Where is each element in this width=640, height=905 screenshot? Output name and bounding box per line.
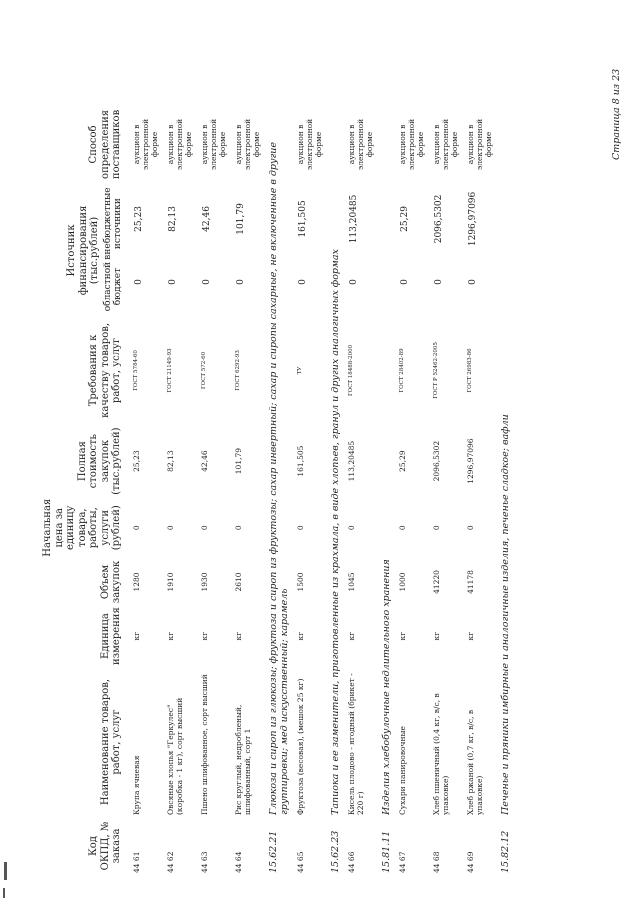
cell-requirements: ГОСТ Р 52462-2005 bbox=[432, 342, 439, 399]
cell-budget: 0 bbox=[399, 279, 410, 285]
cell-budget: 0 bbox=[467, 279, 478, 285]
cell-method: аукцион в электронной форме bbox=[233, 118, 261, 170]
cell-total: 161,505 bbox=[295, 445, 305, 477]
cell-extra: 82,13 bbox=[167, 206, 178, 232]
cell-volume: 2610 bbox=[233, 572, 243, 592]
cell-volume: 1930 bbox=[199, 572, 209, 592]
cell-unit: кг bbox=[165, 631, 175, 641]
cell-method: аукцион в электронной форме bbox=[431, 118, 459, 170]
cell-total: 82,13 bbox=[165, 450, 175, 472]
cell-total: 101,79 bbox=[233, 447, 243, 475]
header-price: Начальная цена за единицу товара, работы, услуги (рублей) bbox=[42, 498, 122, 557]
table-row bbox=[429, 103, 463, 875]
group-title: Печенье и пряники имбирные и аналогичные изделия, печенье сладкое; вафли bbox=[499, 414, 511, 815]
cell-total: 1296,97096 bbox=[465, 438, 475, 484]
cell-source bbox=[429, 185, 463, 315]
cell-volume: 41220 bbox=[431, 570, 441, 594]
cell-method: аукцион в электронной форме bbox=[465, 118, 493, 170]
table-row bbox=[129, 103, 163, 875]
header-unit: Единица измерения bbox=[99, 607, 122, 665]
cell-extra: 25,29 bbox=[399, 206, 410, 232]
header-source-budget: областной бюджет bbox=[102, 261, 123, 312]
cell-price: 0 bbox=[295, 525, 305, 531]
cell-volume: 1045 bbox=[346, 572, 356, 592]
cell-requirements: ГОСТ 28402-89 bbox=[398, 348, 405, 393]
cell-unit: кг bbox=[233, 631, 243, 641]
cell-name: Сухари панировочные bbox=[397, 726, 407, 815]
cell-name: Пшено шлифованное, сорт высший bbox=[199, 674, 209, 815]
cell-requirements: ГОСТ 26983-86 bbox=[466, 348, 473, 393]
cell-requirements: ГОСТ 18488-2000 bbox=[347, 344, 354, 397]
cell-code: 44 64 bbox=[233, 851, 243, 873]
cell-budget: 0 bbox=[201, 279, 212, 285]
cell-extra: 42,46 bbox=[201, 206, 212, 232]
cell-unit: кг bbox=[295, 631, 305, 641]
cell-code: 44 68 bbox=[431, 851, 441, 873]
cell-code: 44 66 bbox=[346, 851, 356, 873]
cell-source bbox=[163, 185, 197, 315]
cell-requirements: ГОСТ 21149-93 bbox=[166, 348, 173, 393]
cell-code: 44 61 bbox=[131, 851, 141, 873]
cell-code: 44 62 bbox=[165, 851, 175, 873]
header-source-extra: внебюджетные источники bbox=[102, 187, 123, 260]
group-title: Тапиока и ее заменители, приготовленные из крахмала, в виде хлопьев, гранул и других аналогичных формах bbox=[329, 249, 341, 815]
cell-name: Хлеб ржаной (0,7 кг, в/с, в упаковке) bbox=[465, 709, 484, 815]
cell-total: 25,29 bbox=[397, 450, 407, 472]
cell-name: Овсяные хлопья "Геркулес" (коробка - 1 кг), сорт высший bbox=[165, 697, 184, 815]
cell-unit: кг bbox=[397, 631, 407, 641]
procurement-table bbox=[42, 103, 514, 875]
cell-requirements: ГОСТ 5784-60 bbox=[132, 350, 139, 391]
cell-extra: 25,23 bbox=[133, 206, 144, 232]
cell-name: Фруктоза (весовая), (мешок 25 кг) bbox=[295, 678, 305, 815]
cell-method: аукцион в электронной форме bbox=[346, 118, 374, 170]
cell-extra: 113,20485 bbox=[348, 194, 359, 244]
group-code: 15.62.21 bbox=[267, 830, 279, 873]
table-row bbox=[231, 103, 265, 875]
table-row bbox=[197, 103, 231, 875]
cell-volume: 1500 bbox=[295, 572, 305, 592]
header-code: Код ОКПД, № заказа bbox=[88, 821, 122, 871]
cell-budget: 0 bbox=[235, 279, 246, 285]
header-source bbox=[42, 185, 129, 315]
table-header-row bbox=[42, 103, 129, 875]
header-volume: Объем закупок bbox=[99, 560, 122, 604]
cell-requirements: ГОСТ 6292-93 bbox=[234, 350, 241, 391]
cell-price: 0 bbox=[233, 525, 243, 531]
cell-name: Рис круглый, недробленый, шлифованный, сорт 1 bbox=[233, 704, 252, 815]
cell-requirements: ТУ bbox=[296, 366, 303, 375]
cell-source bbox=[463, 185, 497, 315]
cell-volume: 1280 bbox=[131, 572, 141, 592]
cell-budget: 0 bbox=[433, 279, 444, 285]
header-source-title: Источник финансирования (тыс.рублей) bbox=[66, 205, 100, 296]
cell-price: 0 bbox=[431, 525, 441, 531]
group-title: Изделия хлебобулочные недлительного хранения bbox=[380, 559, 392, 815]
cell-price: 0 bbox=[465, 525, 475, 531]
cell-volume: 1000 bbox=[397, 572, 407, 592]
group-code: 15.82.12 bbox=[499, 830, 511, 873]
header-total: Полная стоимость закупок (тыс.рублей) bbox=[76, 427, 122, 495]
cell-price: 0 bbox=[131, 525, 141, 531]
table-row bbox=[463, 103, 497, 875]
cell-unit: кг bbox=[131, 631, 141, 641]
cell-budget: 0 bbox=[133, 279, 144, 285]
page-number: Страница 8 из 23 bbox=[611, 68, 622, 160]
cell-method: аукцион в электронной форме bbox=[295, 118, 323, 170]
cell-extra: 2096,5302 bbox=[433, 194, 444, 244]
header-name: Наименование товаров, работ, услуг bbox=[99, 678, 122, 806]
cell-name: Кисель плодово - ягодный (брикет - 220 г) bbox=[346, 673, 365, 815]
cell-unit: кг bbox=[465, 631, 475, 641]
cell-price: 0 bbox=[199, 525, 209, 531]
cell-budget: 0 bbox=[167, 279, 178, 285]
header-method: Способ определения поставщиков bbox=[88, 109, 122, 180]
table-row bbox=[344, 103, 378, 875]
cell-unit: кг bbox=[199, 631, 209, 641]
group-row bbox=[327, 103, 344, 875]
group-code: 15.62.23 bbox=[329, 830, 341, 873]
cell-extra: 1296,97096 bbox=[467, 191, 478, 247]
group-row bbox=[497, 103, 514, 875]
cell-price: 0 bbox=[165, 525, 175, 531]
cell-code: 44 67 bbox=[397, 851, 407, 873]
group-row bbox=[378, 103, 395, 875]
cell-source bbox=[344, 185, 378, 315]
header-requirements: Требования к качеству товаров, работ, услуг bbox=[88, 322, 122, 418]
cell-source bbox=[395, 185, 429, 315]
cell-method: аукцион в электронной форме bbox=[397, 118, 425, 170]
cell-name: Хлеб пшеничный (0,4 кг, в/с, в упаковке) bbox=[431, 693, 450, 815]
cell-volume: 1910 bbox=[165, 572, 175, 592]
cell-budget: 0 bbox=[297, 279, 308, 285]
cell-source bbox=[197, 185, 231, 315]
group-row bbox=[265, 103, 293, 875]
cell-price: 0 bbox=[346, 525, 356, 531]
cell-total: 25,23 bbox=[131, 450, 141, 472]
group-title: Глюкоза и сироп из глюкозы; фруктоза и сироп из фруктозы; сахар инвертный; сахар и сиропы сахарные, не включенные в другие группировки; мед искусственный; карамель bbox=[267, 141, 290, 815]
cell-method: аукцион в электронной форме bbox=[199, 118, 227, 170]
cell-unit: кг bbox=[346, 631, 356, 641]
table-row bbox=[293, 103, 327, 875]
cell-unit: кг bbox=[431, 631, 441, 641]
cell-budget: 0 bbox=[348, 279, 359, 285]
table-row bbox=[395, 103, 429, 875]
cell-source bbox=[293, 185, 327, 315]
cell-code: 44 65 bbox=[295, 851, 305, 873]
cell-price: 0 bbox=[397, 525, 407, 531]
cell-total: 42,46 bbox=[199, 450, 209, 472]
cell-method: аукцион в электронной форме bbox=[131, 118, 159, 170]
table-row bbox=[163, 103, 197, 875]
cell-total: 2096,5302 bbox=[431, 440, 441, 482]
cell-source bbox=[231, 185, 265, 315]
cell-name: Крупа ячневая bbox=[131, 755, 141, 815]
cell-source bbox=[129, 185, 163, 315]
cell-method: аукцион в электронной форме bbox=[165, 118, 193, 170]
cell-extra: 161,505 bbox=[297, 200, 308, 238]
group-code: 15.81.11 bbox=[380, 830, 392, 873]
cell-volume: 41178 bbox=[465, 570, 475, 594]
cell-total: 113,20485 bbox=[346, 440, 356, 482]
cell-code: 44 69 bbox=[465, 851, 475, 873]
cell-requirements: ГОСТ 572-60 bbox=[200, 351, 207, 390]
cell-code: 44 63 bbox=[199, 851, 209, 873]
cell-extra: 101,79 bbox=[235, 203, 246, 235]
